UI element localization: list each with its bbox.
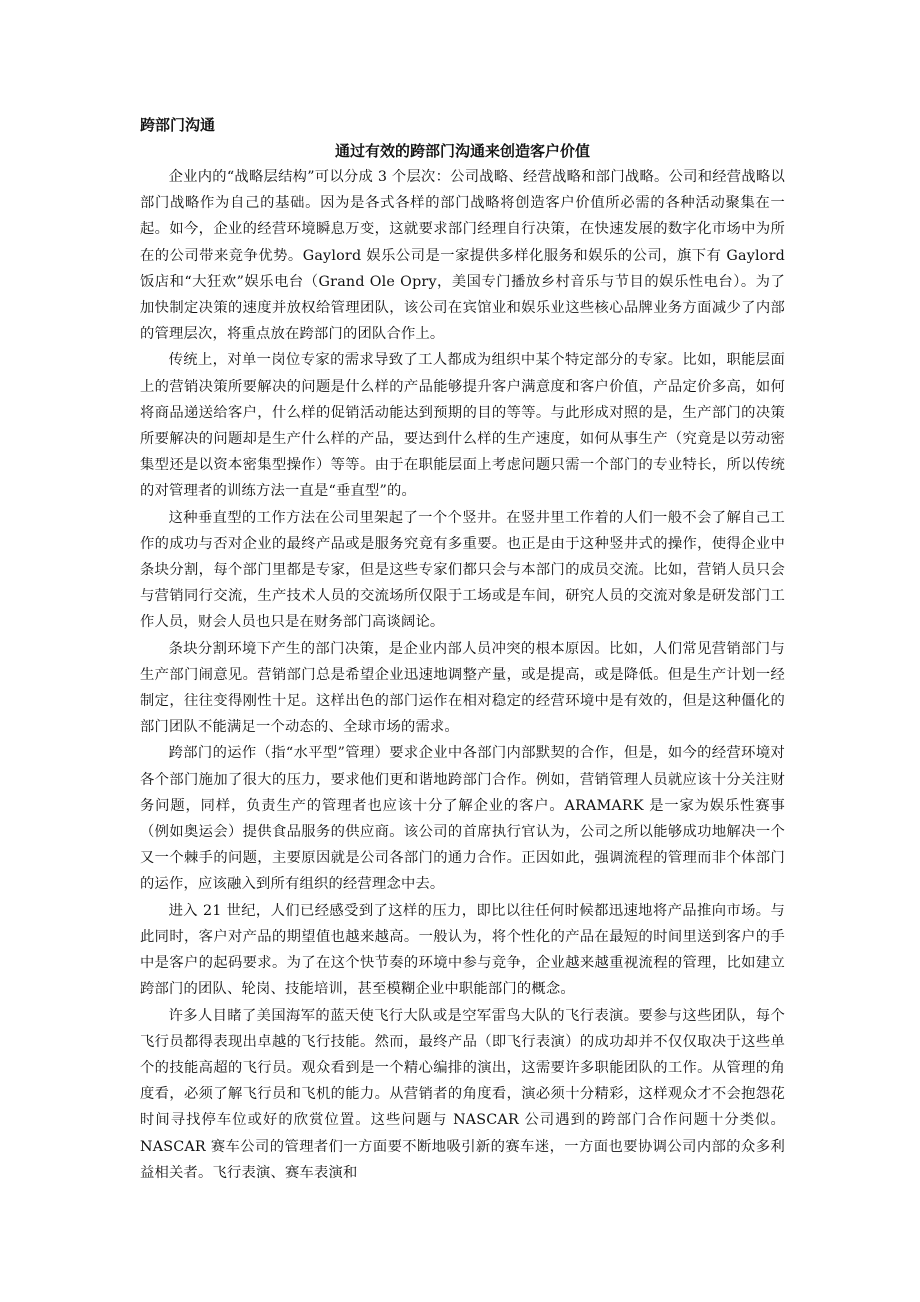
paragraph-3: 这种垂直型的工作方法在公司里架起了一个个竖井。在竖井里工作着的人们一般不会了解自己工作的成功与否对企业的最终产品或是服务究竟有多重要。也正是由于这种竖井式的操作，使得企业中条块分割，每个部门里都是专家，但是这些专家们都只会与本部门的成员交流。比如，营销人员只会与营销同行交流，生产技术人员的交流场所仅限于工场或是车间，研究人员的交流对象是研发部门工作人员，财会人员也只是在财务部门高谈阔论。 <box>140 509 785 631</box>
paragraph-6: 进入 21 世纪，人们已经感受到了这样的压力，即比以往任何时候都迅速地将产品推向市场。与此同时，客户对产品的期望值也越来越高。一般认为，将个性化的产品在最短的时间里送到客户的手中是客户的起码要求。为了在这个快节奏的环境中参与竞争，企业越来越重视流程的管理，比如建立跨部门的团队、轮岗、技能培训，甚至模糊企业中职能部门的概念。 <box>140 902 785 998</box>
paragraph-5: 跨部门的运作（指“水平型”管理）要求企业中各部门内部默契的合作，但是，如今的经营环境对各个部门施加了很大的压力，要求他们更和谐地跨部门合作。例如，营销管理人员就应该十分关注财务问题，同样，负责生产的管理者也应该十分了解企业的客户。ARAMARK 是一家为娱乐性赛事（例如奥运会）提供食品服务的供应商。该公司的首席执行官认为，公司之所以能够成功地解决一个又一个棘手的问题，主要原因就是公司各部门的通力合作。正因如此，强调流程的管理而非个体部门的运作，应该融入到所有组织的经营理念中去。 <box>140 745 785 893</box>
document-heading: 跨部门沟通 <box>140 116 216 134</box>
paragraph-4: 条块分割环境下产生的部门决策，是企业内部人员冲突的根本原因。比如，人们常见营销部门与生产部门闹意见。营销部门总是希望企业迅速地调整产量，或是提高，或是降低。但是生产计划一经制定，往往变得刚性十足。这样出色的部门运作在相对稳定的经营环境中是有效的，但是这种僵化的部门团队不能满足一个动态的、全球市场的需求。 <box>140 640 785 736</box>
paragraph-1: 企业内的“战略层结构”可以分成 3 个层次：公司战略、经营战略和部门战略。公司和经营战略以部门战略作为自己的基础。因为是各式各样的部门战略将创造客户价值所必需的各种活动聚集在一起。如今，企业的经营环境瞬息万变，这就要求部门经理自行决策，在快速发展的数字化市场中为所在的公司带来竞争优势。Gaylord 娱乐公司是一家提供多样化服务和娱乐的公司，旗下有 Gaylord 饭店和“大狂欢”娱乐电台（Grand Ole Opry，美国专门播放乡村音乐与节目的娱乐性电台）。为了加快制定决策的速度并放权给管理团队，该公司在宾馆业和娱乐业这些核心品牌业务方面减少了内部的管理层次，将重点放在跨部门的团队合作上。 <box>140 169 785 343</box>
paragraph-7: 许多人目睹了美国海军的蓝天使飞行大队或是空军雷鸟大队的飞行表演。要参与这些团队，每个飞行员都得表现出卓越的飞行技能。然而，最终产品（即飞行表演）的成功却并不仅仅取决于这些单个的技能高超的飞行员。观众看到是一个精心编排的演出，这需要许多职能团队的工作。从管理的角度看，必须了解飞行员和飞机的能力。从营销者的角度看，演必须十分精彩，这样观众才不会抱怨花时间寻找停车位或好的欣赏位置。这些问题与 NASCAR 公司遇到的跨部门合作问题十分类似。NASCAR 赛车公司的管理者们一方面要不断地吸引新的赛车迷，一方面也要协调公司内部的众多利益相关者。飞行表演、赛车表演和 <box>140 1007 785 1181</box>
document-page <box>140 112 785 1186</box>
document-title: 通过有效的跨部门沟通来创造客户价值 <box>334 142 590 160</box>
paragraph-2: 传统上，对单一岗位专家的需求导致了工人都成为组织中某个特定部分的专家。比如，职能层面上的营销决策所要解决的问题是什么样的产品能够提升客户满意度和客户价值，产品定价多高，如何将商品递送给客户，什么样的促销活动能达到预期的目的等等。与此形成对照的是，生产部门的决策所要解决的问题却是生产什么样的产品，要达到什么样的生产速度，如何从事生产（究竟是以劳动密集型还是以资本密集型操作）等等。由于在职能层面上考虑问题只需一个部门的专业特长，所以传统的对管理者的训练方法一直是“垂直型”的。 <box>140 352 785 500</box>
